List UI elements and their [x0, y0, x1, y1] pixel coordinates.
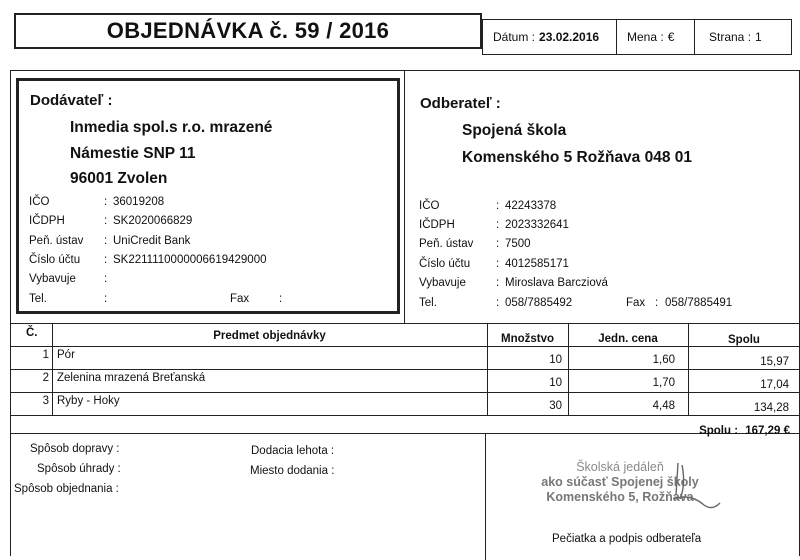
col-header-price: Jedn. cena	[598, 333, 658, 345]
row-2-no: 2	[42, 372, 49, 384]
payment-label: Spôsob úhrady :	[37, 463, 121, 475]
customer-tel: 058/7885492	[505, 297, 573, 309]
supplier-ico-label: IČO	[29, 196, 50, 208]
row-2-total: 17,04	[760, 379, 789, 391]
supplier-ico: 36019208	[113, 196, 165, 208]
customer-colon: :	[496, 238, 500, 250]
customer-address: Komenského 5 Rožňava 048 01	[462, 149, 693, 166]
row-3-qty: 30	[549, 400, 562, 412]
signature-scribble-icon	[660, 455, 730, 525]
row-1-price: 1,60	[652, 354, 675, 366]
date-value: 23.02.2016	[539, 30, 600, 44]
customer-fax: 058/7885491	[665, 297, 733, 309]
supplier-handler-label: Vybavuje	[29, 273, 76, 285]
row-1-qty: 10	[549, 354, 562, 366]
row-3-no: 3	[42, 395, 49, 407]
col-header-total: Spolu	[728, 334, 760, 346]
customer-bank: 7500	[505, 238, 531, 250]
stamp-line2: ako súčasť Spojenej školy	[541, 475, 699, 489]
page-label: Strana :	[709, 30, 752, 44]
table-top-border	[10, 323, 800, 324]
supplier-colon: :	[104, 215, 108, 227]
supplier-tel-label: Tel.	[29, 293, 47, 305]
supplier-city: 96001 Zvolen	[70, 170, 168, 187]
stamp-line1: Školská jedáleň	[576, 460, 664, 474]
supplier-colon: :	[104, 293, 108, 305]
customer-colon: :	[496, 258, 500, 270]
row-border	[10, 415, 800, 416]
row-3-total: 134,28	[753, 402, 789, 414]
row-3-price: 4,48	[652, 400, 675, 412]
customer-tel-label: Tel.	[419, 297, 437, 309]
customer-colon: :	[496, 277, 500, 289]
page-value: 1	[755, 30, 762, 44]
customer-icdph-label: IČDPH	[419, 219, 455, 231]
supplier-name: Inmedia spol.s r.o. mrazené	[70, 119, 273, 136]
customer-ico-label: IČO	[419, 200, 440, 212]
customer-colon: :	[496, 200, 500, 212]
supplier-icdph-label: IČDPH	[29, 215, 65, 227]
customer-heading: Odberateľ :	[420, 95, 501, 112]
stamp-line3: Komenského 5, Rožňava	[546, 490, 694, 504]
order-method-label: Spôsob objednania :	[14, 483, 119, 495]
customer-colon: :	[496, 297, 500, 309]
supplier-bank-label: Peň. ústav	[29, 235, 84, 247]
customer-handler-label: Vybavuje	[419, 277, 466, 289]
currency-value: €	[667, 30, 675, 44]
date-label: Dátum :	[493, 30, 536, 44]
party-divider	[404, 71, 405, 323]
date-cell	[482, 19, 617, 55]
supplier-bank: UniCredit Bank	[113, 235, 191, 247]
supplier-colon: :	[104, 235, 108, 247]
row-2-price: 1,70	[652, 377, 675, 389]
signature-caption: Pečiatka a podpis odberateľa	[552, 533, 702, 545]
delivery-term-label: Dodacia lehota :	[251, 445, 335, 457]
currency-label: Mena :	[627, 30, 664, 44]
row-1-no: 1	[42, 349, 49, 361]
page-cell	[694, 19, 792, 55]
row-2-item: Zelenina mrazená Breťanská	[57, 372, 206, 384]
grand-total	[600, 425, 790, 437]
supplier-colon: :	[279, 293, 283, 305]
row-border	[10, 369, 800, 370]
customer-account-label: Číslo účtu	[419, 258, 471, 270]
supplier-icdph: SK2020066829	[113, 215, 193, 227]
customer-handler: Miroslava Barcziová	[505, 277, 608, 289]
customer-bank-label: Peň. ústav	[419, 238, 474, 250]
customer-colon: :	[655, 297, 659, 309]
transport-label: Spôsob dopravy :	[30, 443, 120, 455]
customer-colon: :	[496, 219, 500, 231]
grand-total-label: Spolu :	[699, 425, 739, 437]
supplier-colon: :	[104, 254, 108, 266]
row-1-item: Pór	[57, 349, 75, 361]
currency-cell	[616, 19, 695, 55]
supplier-fax-label: Fax	[230, 293, 250, 305]
supplier-colon: :	[104, 273, 108, 285]
supplier-street: Námestie SNP 11	[70, 145, 196, 162]
customer-account: 4012585171	[505, 258, 569, 270]
grand-total-value: 167,29 €	[745, 425, 790, 437]
signature-divider	[485, 433, 486, 560]
customer-name: Spojená škola	[462, 122, 567, 139]
supplier-account-label: Číslo účtu	[29, 254, 81, 266]
row-1-total: 15,97	[760, 356, 789, 368]
col-header-item: Predmet objednávky	[213, 330, 326, 342]
customer-icdph: 2023332641	[505, 219, 569, 231]
row-3-item: Ryby - Hoky	[57, 395, 120, 407]
row-2-qty: 10	[549, 377, 562, 389]
customer-ico: 42243378	[505, 200, 557, 212]
col-header-no: Č.	[26, 327, 38, 339]
row-border	[10, 392, 800, 393]
supplier-heading: Dodávateľ :	[30, 92, 113, 109]
order-title-text: OBJEDNÁVKA č. 59 / 2016	[106, 18, 390, 43]
delivery-place-label: Miesto dodania :	[250, 465, 335, 477]
supplier-account: SK2211110000006619429000	[113, 254, 267, 266]
order-title	[14, 13, 482, 49]
supplier-colon: :	[104, 196, 108, 208]
table-header-border	[10, 346, 800, 347]
col-header-qty: Množstvo	[500, 333, 555, 345]
customer-fax-label: Fax	[626, 297, 646, 309]
